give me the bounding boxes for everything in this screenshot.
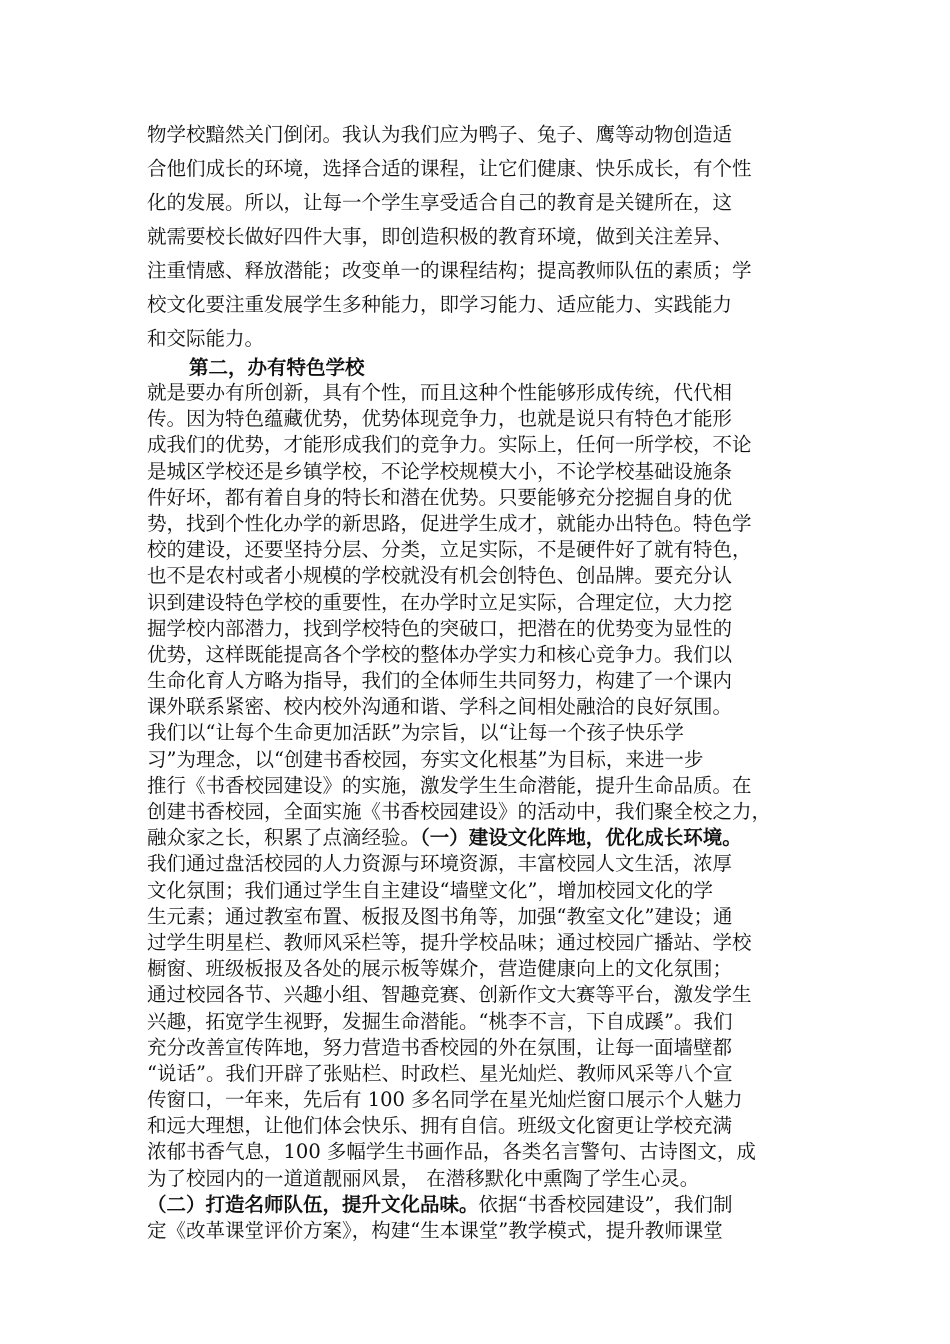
text-line: 过学生明星栏、教师风采栏等，提升学校品味；通过校园广播站、学校 [147,930,752,954]
text-line-with-subheading [147,1192,807,1218]
text-line: 校的建设，还要坚持分层、分类，立足实际，不是硬件好了就有特色， [147,538,752,562]
text-line: 合他们成长的环境，选择合适的课程，让它们健康、快乐成长，有个性 [147,157,752,180]
text-line: 物学校黯然关门倒闭。我认为我们应为鸭子、兔子、鹰等动物创造适 [147,123,733,146]
text-line: 势，找到个性化办学的新思路，促进学生成才，就能办出特色。特色学 [147,511,752,535]
text-line: 定《改革课堂评价方案》，构建“生本课堂”教学模式，提升教师课堂 [147,1219,723,1242]
text-line: 校文化要注重发展学生多种能力，即学习能力、适应能力、实践能力 [147,293,733,316]
text-line: 创建书香校园，全面实施《书香校园建设》的活动中，我们聚全校之力， [147,800,772,823]
subheading-1: （一）建设文化阵地，优化成长环境。 [420,826,742,850]
text-line: 件好坏，都有着自身的特长和潜在优势。只要能够充分挖掘自身的优 [147,485,733,509]
section-heading: 第二，办有特色学校 [189,356,365,379]
text-line: 习”为理念，以“创建书香校园，夯实文化根基”为目标，来进一步 [147,747,704,771]
text-line: 成我们的优势，才能形成我们的竞争力。实际上，任何一所学校，不论 [147,433,752,457]
text-line: 识到建设特色学校的重要性，在办学时立足实际，合理定位，大力挖 [147,590,733,614]
text-line: 优势，这样既能提高各个学校的整体办学实力和核心竞争力。我们以 [147,642,733,666]
text-line: 生元素；通过教室布置、板报及图书角等，加强“教室文化”建设；通 [147,904,733,928]
text-run: 依据“书香校园建设”，我们制 [478,1192,733,1216]
text-line: “说话”。我们开辟了张贴栏、时政栏、星光灿烂、教师风采等八个宣 [147,1061,733,1085]
text-line: 和交际能力。 [147,327,265,350]
text-line: 和远大理想，让他们体会快乐、拥有自信。班级文化窗更让学校充满 [147,1114,733,1138]
text-line: 是城区学校还是乡镇学校，不论学校规模大小，不论学校基础设施条 [147,459,733,483]
text-line: 课外联系紧密、校内校外沟通和谐、学科之间相处融洽的良好氛围。 [147,695,733,719]
text-line: 传。因为特色蕴藏优势，优势体现竞争力，也就是说只有特色才能形 [147,407,733,431]
text-line: 注重情感、释放潜能；改变单一的课程结构；提高教师队伍的素质；学 [147,259,752,282]
text-line: 化的发展。所以，让每一个学生享受适合自己的教育是关键所在，这 [147,191,733,214]
text-line: 充分改善宣传阵地，努力营造书香校园的外在氛围，让每一面墙壁都 [147,1035,733,1059]
text-line: 为了校园内的一道道靓丽风景， 在潜移默化中熏陶了学生心灵。 [147,1166,700,1190]
paragraph-2 [147,380,807,1244]
text-run: 融众家之长，积累了点滴经验。 [147,826,421,850]
text-line-with-subheading [147,825,807,851]
text-line: 生命化育人方略为指导，我们的全体师生共同努力，构建了一个课内 [147,669,733,693]
paragraph-1 [147,118,807,356]
text-line: 就是要办有所创新，具有个性，而且这种个性能够形成传统，代代相 [147,381,733,404]
text-line: 推行《书香校园建设》的实施，激发学生生命潜能，提升生命品质。在 [147,773,752,797]
text-line: 通过校园各节、兴趣小组、智趣竞赛、创新作文大赛等平台，激发学生 [147,983,752,1007]
text-line: 传窗口，一年来，先后有 100 多名同学在星光灿烂窗口展示个人魅力 [147,1088,743,1112]
text-line: 我们通过盘活校园的人力资源与环境资源，丰富校园人文生活，浓厚 [147,852,733,876]
text-line: 掘学校内部潜力，找到学校特色的突破口，把潜在的优势变为显性的 [147,616,733,640]
text-line: 橱窗、班级板报及各处的展示板等媒介，营造健康向上的文化氛围； [147,957,733,981]
text-line: 就需要校长做好四件大事，即创造积极的教育环境，做到关注差异、 [147,225,733,248]
subheading-2: （二）打造名师队伍，提升文化品味。 [147,1192,479,1216]
text-line: 浓郁书香气息，100 多幅学生书画作品，各类名言警句、古诗图文，成 [147,1140,756,1164]
text-line: 文化氛围；我们通过学生自主建设“墙壁文化”，增加校园文化的学 [147,878,713,902]
text-line: 我们以“让每个生命更加活跃”为宗旨，以“让每一个孩子快乐学 [147,721,684,745]
text-line: 也不是农村或者小规模的学校就没有机会创特色、创品牌。要充分认 [147,564,733,588]
text-line: 兴趣，拓宽学生视野，发掘生命潜能。“桃李不言，下自成蹊”。我们 [147,1009,733,1033]
